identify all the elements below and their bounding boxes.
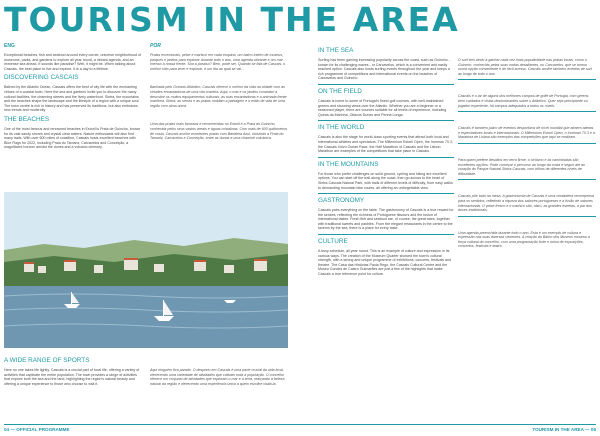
section-heading-discovering: DISCOVERING CASCAIS bbox=[4, 74, 79, 82]
section-heading-culture: CULTURE bbox=[318, 238, 348, 246]
column-english bbox=[4, 44, 142, 153]
discover-paragraph: Bathed by the Atlantic Ocean, Cascais offers the best of city life with the enchanting virtues of a coastal town. Here the sea and gardens invite you to discover the many cultural facilities, the charming streets and the lively waterfront. Sintra, the mountains and the beaches shape the landscape and the lifestyle of a region with a unique soul. The town centre is rich in history and has preserved its traditions, but also embraces new trends and modernity. bbox=[4, 85, 140, 113]
language-label-pt: POR bbox=[150, 43, 161, 49]
world-paragraph-pt: Cascais é também palco de eventos desportivos de nível mundial que atraem atletas e espectadores locais e internacionais. O Millennium Estoril Open, o Ironman 70.3 e a Maratona de Lisboa são exemplos das competições que aqui se realizam. bbox=[458, 126, 595, 140]
section-heading-beaches: THE BEACHES bbox=[4, 115, 50, 123]
beaches-paragraph: One of the most famous and renowned beaches in Estoril is Praia de Guincho, known for its vast sandy shores and crystal clear waters. Nature enthusiasts will also find many trails. With over 600 miles of coastline, Cascais hosts excellent beaches with Blue Flags for 2022, including Praia do Tamariz, Carcavelos and Conceição, a magnificent horizon amidst the dunes and a volcanic chimney. bbox=[4, 126, 141, 150]
mountains-paragraph-pt: Para quem prefere desafios em terra firme, o ciclismo e as caminhadas são excelentes opções. Pode começar o percurso ao longo da costa e seguir até ao coração do Parque Natural Sintra-Cascais, com trilhos de diferentes níveis de dificuldade. bbox=[458, 157, 586, 176]
section-heading-sea: IN THE SEA bbox=[318, 47, 354, 54]
language-label-en: ENG bbox=[4, 43, 15, 49]
sports-section-english bbox=[4, 354, 142, 386]
section-heading-mountains: IN THE MOUNTAINS bbox=[318, 160, 379, 168]
section-heading-sports: A WIDE RANGE OF SPORTS bbox=[4, 357, 90, 364]
page-footer bbox=[0, 424, 600, 436]
culture-paragraph-pt: Uma agenda preenchida durante todo o ano. Esta é um exemplo de cultura e expressão nas suas diversas vertentes. A criação do Bairro dos Museus mostrou a força cultural do concelho, com uma programação forte e única de exposições, concertos, festivais e teatro. bbox=[458, 230, 590, 249]
page-title: TOURISM IN THE AREA bbox=[4, 0, 460, 39]
coastal-town-photo bbox=[4, 192, 288, 348]
coastal-town-illustration bbox=[4, 192, 288, 348]
column-portuguese bbox=[150, 44, 288, 144]
sports-section-portuguese bbox=[150, 354, 288, 386]
footer-right-page-label: TOURISM IN THE AREA — 05 bbox=[532, 427, 596, 432]
column-right-english bbox=[318, 44, 454, 280]
gastronomy-paragraph: Cascais pairs everything on the table. The gastronomy of Cascais is a true reward for the senses, reflecting the richness of Portuguese flavours and the fusion of international tastes. Fresh fish and seafood are, of course, the great stars, together with traditional sweets and pastries. From the elegant restaurants in the centre to the taverns by the sea, there is a place for every taste. bbox=[318, 208, 454, 231]
field-paragraph: Cascais is home to some of Portugal's finest golf courses, with well-maintained greens and stunning views over the Atlantic. Whether you are a beginner or a seasoned player, there are courses suitable for all levels of experience, including Quinta da Marinha, Oitavos Dunes and Penha Longa. bbox=[318, 98, 447, 117]
sports-paragraph: Here no one takes life lightly. Cascais is a crucial part of local life, offering a variety of activities that captivate the entire population. The town provides a range of activities that explore both the sea and the land, highlighting the region's natural beauty and offering a unique experience to those who choose to visit it. bbox=[4, 368, 140, 386]
gastronomy-paragraph-pt: Cascais põe tudo na mesa. A gastronomia de Cascais é uma verdadeira recompensa para os sentidos, refletindo a riqueza dos sabores portugueses e a fusão de sabores internacionais. O peixe fresco e o marisco são, claro, as grandes estrelas, a par dos doces tradicionais. bbox=[458, 194, 594, 213]
intro-paragraph: Exceptional beaches, fish and seafood around every corner, universe neighborhood of museums, parks, and gardens to explore all year round, a vibrant agenda, and an immense sea ahead. It sounds like paradise? Well, it might be. When talking about Cascais, the best place to live and explore, it is a day to a lifetime. bbox=[4, 53, 142, 71]
section-heading-field: ON THE FIELD bbox=[318, 87, 362, 95]
world-paragraph: Cascais is also the stage for world-class sporting events that attract both local and international athletes and spectators. The Millennium Estoril Open, the Ironman 70.3, the Cascais Volvo Ocean Race, the Half Marathon of Cascais and the Lisbon Marathon are examples of the competitions that take place in Cascais. bbox=[318, 135, 453, 154]
sea-paragraph: Surfing has been gaining increasing popularity across the coast, such as Guincho - known for its challenging waves - or Carcavelos, which is a convenient and easily reached option. Cascais also hosts surfing events throughout the year and keeps a rich programme of competitions and international events on the beaches of Carcavelos and Guincho. bbox=[318, 58, 450, 81]
section-heading-world: IN THE WORLD bbox=[318, 124, 365, 132]
section-heading-gastronomy: GASTRONOMY bbox=[318, 197, 365, 205]
sports-paragraph-pt: Aqui ninguém fica parado. O desporto em Cascais é uma parte crucial da vida local, oferecendo uma variedade de atividades que cativam toda a população. O concelho oferece um conjunto de atividades que exploram o mar e a terra, realçando a beleza natural da região e oferecendo uma experiência única a quem escolhe visitá-la. bbox=[150, 368, 285, 386]
sea-paragraph-pt: O surf tem vindo a ganhar cada vez mais popularidade nas praias locais, como o Guincho, conhecido pelas suas ondas desafiantes, ou Carcavelos, que se tornou numa opção conveniente e de fácil acesso. Cascais acolhe também eventos de surf ao longo de todo o ano. bbox=[458, 58, 592, 76]
discover-paragraph-pt: Banhada pelo Oceano Atlântico, Cascais oferece o melhor da vida na cidade com as virtudes encantadoras de uma vila costeira. Aqui, o mar e os jardins convidam a descobrir os muitos equipamentos culturais, as ruas encantadoras e a animada frente marítima. Sintra, as serras e as praias moldam a paisagem e o estilo de vida de uma região com alma única. bbox=[150, 85, 287, 108]
mountains-paragraph: For those who prefer challenges on solid ground, cycling and hiking are excellent options. You can start off the trail along the coast, then go across to the heart of Sintra-Cascais Natural Park, with trails of different levels of difficulty, from easy walks to demanding mountain bike routes, all offering an unforgettable view. bbox=[318, 171, 453, 190]
column-right-portuguese bbox=[458, 44, 596, 252]
intro-paragraph-pt: Praias excecionais, peixe e marisco em cada esquina, um bairro inteiro de museus, parques e jardins para explorar durante todo o ano, uma agenda vibrante e um mar imenso à nossa frente. Soa a paraíso? Bem, pode ser. Quando se fala de Cascais, o melhor sítio para viver e explorar, é um dia ao qual se vai... bbox=[150, 53, 286, 71]
culture-paragraph: A busy schedule, all year round. This is an example of culture and expression in its various ways. The creation of the Museum Quarter showed the town's cultural strength, with a strong and unique programme of exhibitions, concerts, festivals and theatre. The Casa das Histórias Paula Rego, the Cascais Cultural Centre and the Museu Condes de Castro Guimarães are just a few of the highlights that make Cascais a true reference point for culture. bbox=[318, 249, 452, 277]
field-paragraph-pt: Cascais é o lar de alguns dos melhores campos de golfe de Portugal, com greens bem cuidados e vistas deslumbrantes sobre o Atlântico. Quer seja principiante ou jogador experiente, há campos adequados a todos os níveis. bbox=[458, 94, 589, 108]
footer-left-page-label: 04 — OFFICIAL PROGRAMME bbox=[4, 427, 70, 432]
beaches-paragraph-pt: Uma das praias mais famosas e reconhecidas no Estoril é a Praia do Guincho, conhecida pelos seus vastos areais e águas cristalinas. Com mais de 600 quilómetros de costa, Cascais acolhe excelentes praias com Bandeira Azul, incluindo a Praia do Tamariz, Carcavelos e Conceição, entre as dunas e uma chaminé vulcânica. bbox=[150, 122, 288, 141]
